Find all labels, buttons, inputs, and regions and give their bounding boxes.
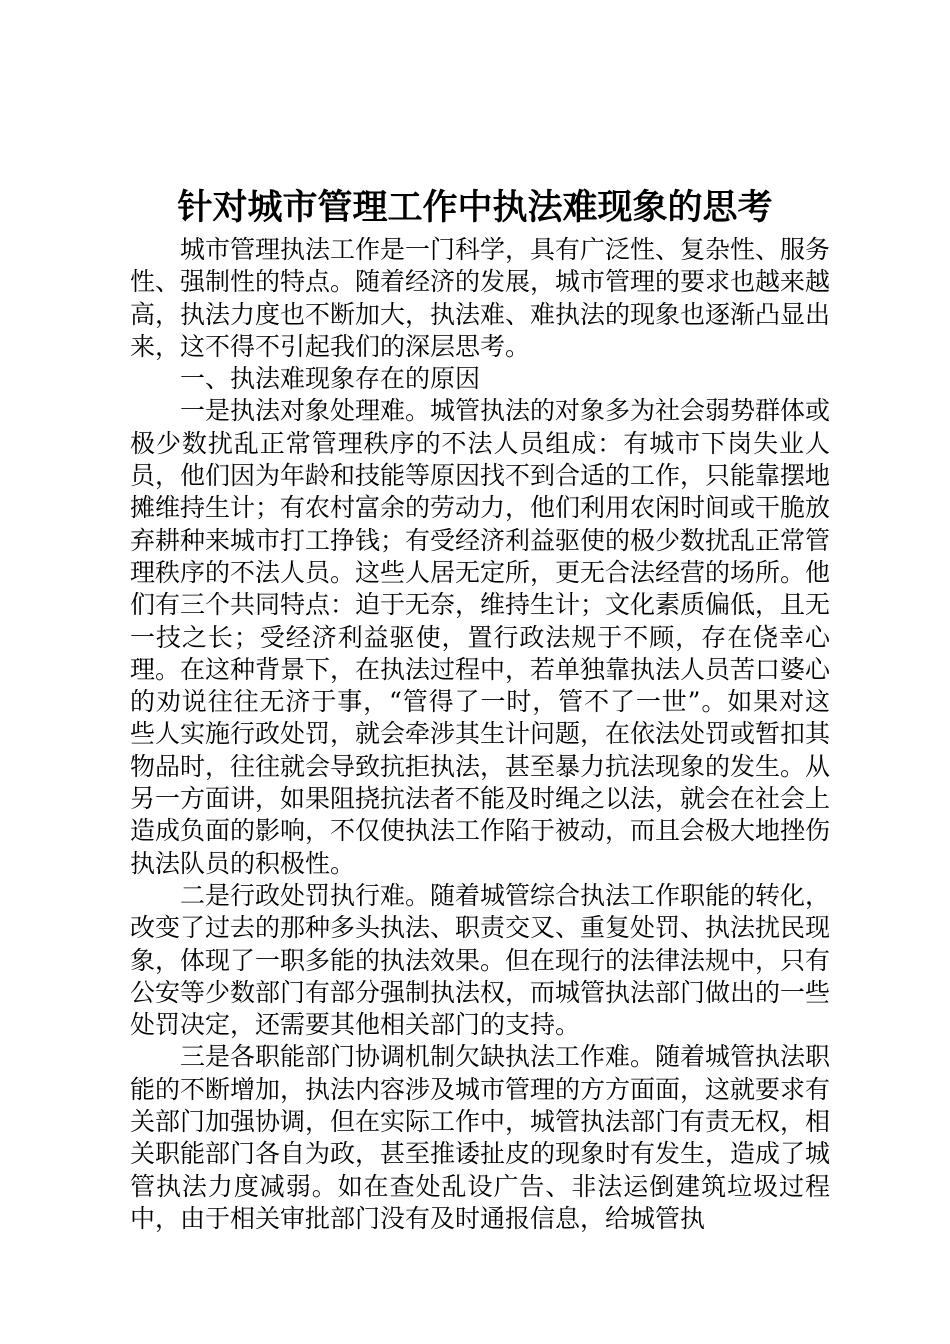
paragraph-reason-1: 一是执法对象处理难。城管执法的对象多为社会弱势群体或极少数扰乱正常管理秩序的不法人员组成：有城市下岗失业人员，他们因为年龄和技能等原因找不到合适的工作，只能靠摆地摊维持生计；有农村富余的劳动力，他们利用农闲时间或干脆放弃耕种来城市打工挣钱；有受经济利益驱使的极少数扰乱正常管理秩序的不法人员。这些人居无定所，更无合法经营的场所。他们有三个共同特点：迫于无奈，维持生计；文化素质偏低，且无一技之长；受经济利益驱使，置行政法规于不顾，存在侥幸心理。在这种背景下，在执法过程中，若单独靠执法人员苦口婆心的劝说往往无济于事，“管得了一时，管不了一世”。如果对这些人实施行政处罚，就会牵涉其生计问题，在依法处罚或暂扣其物品时，往往就会导致抗拒执法，甚至暴力抗法现象的发生。从另一方面讲，如果阻挠抗法者不能及时绳之以法，就会在社会上造成负面的影响，不仅使执法工作陷于被动，而且会极大地挫伤执法队员的积极性。 xyxy=(130,396,831,878)
paragraph-reason-3: 三是各职能部门协调机制欠缺执法工作难。随着城管执法职能的不断增加，执法内容涉及城市管理的方方面面，这就要求有关部门加强协调，但在实际工作中，城管执法部门有责无权，相关职能部门各自为政，甚至推诿扯皮的现象时有发生，造成了城管执法力度减弱。如在查处乱设广告、非法运倒建筑垃圾过程中，由于相关审批部门没有及时通报信息，给城管执 xyxy=(130,1042,831,1233)
document-body xyxy=(130,234,830,1235)
paragraph-reason-2: 二是行政处罚执行难。随着城管综合执法工作职能的转化，改变了过去的那种多头执法、职责交叉、重复处罚、执法扰民现象，体现了一职多能的执法效果。但在现行的法律法规中，只有公安等少数部门有部分强制执法权，而城管执法部门做出的一些处罚决定，还需要其他相关部门的支持。 xyxy=(130,880,831,1040)
section-heading-1: 一、执法难现象存在的原因 xyxy=(180,364,481,394)
paragraph-intro: 城市管理执法工作是一门科学，具有广泛性、复杂性、服务性、强制性的特点。随着经济的发展，城市管理的要求也越来越高，执法力度也不断加大，执法难、难执法的现象也逐渐凸显出来，这不得不引起我们的深层思考。 xyxy=(130,235,831,361)
document-title: 针对城市管理工作中执法难现象的思考 xyxy=(177,187,773,228)
